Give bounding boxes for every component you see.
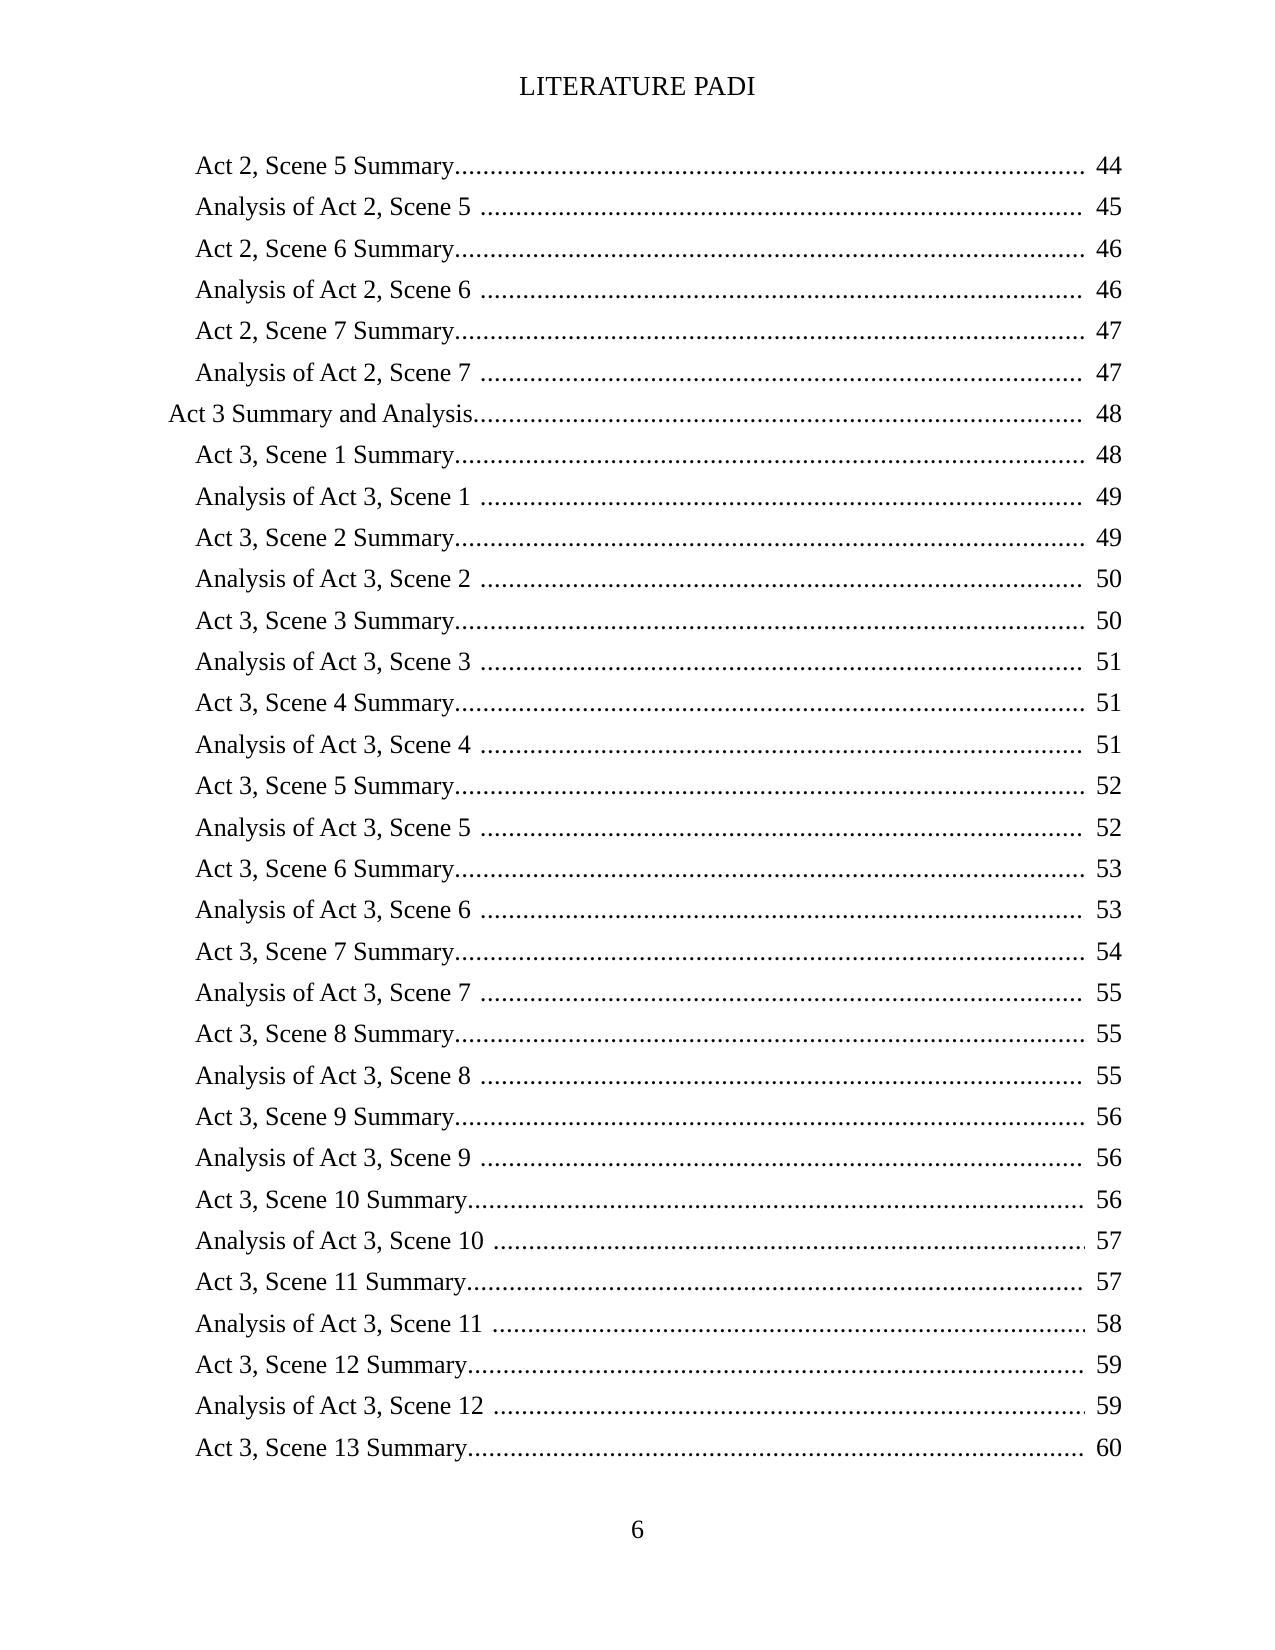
toc-dot-leader xyxy=(492,1303,1085,1344)
toc-entry-page: 56 xyxy=(1096,1184,1122,1214)
toc-entry xyxy=(0,600,1275,641)
toc-entry xyxy=(0,228,1275,269)
toc-entry-label: Analysis of Act 3, Scene 10 xyxy=(195,1225,484,1255)
toc-entry-label: Analysis of Act 3, Scene 2 xyxy=(195,564,471,594)
toc-entry xyxy=(0,1344,1275,1385)
toc-entry-label: Act 3, Scene 11 Summary xyxy=(195,1267,467,1297)
toc-entry xyxy=(0,186,1275,227)
toc-entry xyxy=(0,393,1275,434)
toc-entry xyxy=(0,1137,1275,1178)
toc-list xyxy=(0,145,1275,1468)
toc-entry-page: 50 xyxy=(1096,564,1122,594)
toc-entry-page: 57 xyxy=(1096,1225,1122,1255)
toc-entry-label: Act 3, Scene 6 Summary xyxy=(195,853,455,883)
toc-entry-page: 60 xyxy=(1096,1432,1122,1462)
toc-entry xyxy=(0,1261,1275,1302)
toc-entry xyxy=(0,145,1275,186)
toc-entry-label: Analysis of Act 3, Scene 5 xyxy=(195,812,471,842)
toc-entry-page: 49 xyxy=(1096,481,1122,511)
toc-dot-leader xyxy=(480,1055,1085,1096)
toc-entry-page: 56 xyxy=(1096,1143,1122,1173)
toc-entry-page: 50 xyxy=(1096,605,1122,635)
toc-entry xyxy=(0,1096,1275,1137)
toc-entry-label: Act 3, Scene 5 Summary xyxy=(195,771,455,801)
toc-entry xyxy=(0,807,1275,848)
toc-entry xyxy=(0,476,1275,517)
toc-entry-page: 56 xyxy=(1096,1101,1122,1131)
toc-dot-leader xyxy=(467,1427,1085,1468)
toc-entry-label: Act 3, Scene 3 Summary xyxy=(195,605,455,635)
toc-dot-leader xyxy=(454,1013,1085,1054)
toc-entry-page: 52 xyxy=(1096,812,1122,842)
toc-entry-label: Analysis of Act 3, Scene 6 xyxy=(195,895,471,925)
toc-entry-label: Analysis of Act 3, Scene 8 xyxy=(195,1060,471,1090)
toc-entry-page: 53 xyxy=(1096,853,1122,883)
toc-entry xyxy=(0,352,1275,393)
toc-dot-leader xyxy=(454,600,1085,641)
toc-dot-leader xyxy=(493,1220,1085,1261)
toc-dot-leader xyxy=(454,765,1085,806)
toc-entry-label: Analysis of Act 2, Scene 5 xyxy=(195,192,471,222)
toc-dot-leader xyxy=(480,186,1085,227)
toc-entry-label: Act 3, Scene 7 Summary xyxy=(195,936,455,966)
toc-entry-label: Analysis of Act 2, Scene 7 xyxy=(195,357,471,387)
toc-entry-label: Act 3, Scene 1 Summary xyxy=(195,440,455,470)
toc-entry xyxy=(0,1055,1275,1096)
toc-dot-leader xyxy=(454,517,1085,558)
toc-entry-label: Analysis of Act 2, Scene 6 xyxy=(195,275,471,305)
running-header: LITERATURE PADI xyxy=(519,71,756,101)
toc-dot-leader xyxy=(473,393,1085,434)
toc-entry xyxy=(0,641,1275,682)
toc-dot-leader xyxy=(480,889,1085,930)
toc-dot-leader xyxy=(480,724,1085,765)
toc-entry xyxy=(0,848,1275,889)
toc-entry xyxy=(0,558,1275,599)
toc-entry-label: Analysis of Act 3, Scene 9 xyxy=(195,1143,471,1173)
toc-entry-page: 58 xyxy=(1096,1308,1122,1338)
toc-entry-page: 46 xyxy=(1096,275,1122,305)
toc-entry-label: Act 3 Summary and Analysis xyxy=(168,399,473,429)
toc-dot-leader xyxy=(480,476,1085,517)
toc-entry-label: Analysis of Act 3, Scene 3 xyxy=(195,647,471,677)
toc-entry xyxy=(0,931,1275,972)
toc-entry-label: Analysis of Act 3, Scene 7 xyxy=(195,977,471,1007)
toc-entry-page: 47 xyxy=(1096,357,1122,387)
toc-entry-label: Analysis of Act 3, Scene 4 xyxy=(195,729,471,759)
toc-dot-leader xyxy=(467,1344,1085,1385)
toc-dot-leader xyxy=(454,434,1085,475)
toc-entry xyxy=(0,517,1275,558)
toc-entry-label: Analysis of Act 3, Scene 1 xyxy=(195,481,471,511)
toc-entry-page: 52 xyxy=(1096,771,1122,801)
toc-entry-page: 45 xyxy=(1096,192,1122,222)
toc-entry-label: Act 3, Scene 10 Summary xyxy=(195,1184,468,1214)
toc-dot-leader xyxy=(454,228,1085,269)
toc-entry-page: 55 xyxy=(1096,1019,1122,1049)
toc-dot-leader xyxy=(467,1179,1085,1220)
toc-entry-page: 49 xyxy=(1096,523,1122,553)
toc-entry-page: 44 xyxy=(1096,151,1122,180)
toc-dot-leader xyxy=(493,1385,1085,1426)
toc-entry-label: Act 2, Scene 5 Summary xyxy=(195,151,455,180)
toc-entry-page: 51 xyxy=(1096,688,1122,718)
toc-entry-label: Act 3, Scene 2 Summary xyxy=(195,523,455,553)
toc-entry xyxy=(0,889,1275,930)
toc-entry-label: Act 3, Scene 12 Summary xyxy=(195,1349,468,1379)
toc-entry xyxy=(0,1385,1275,1426)
toc-entry-label: Act 2, Scene 7 Summary xyxy=(195,316,455,346)
toc-entry-page: 46 xyxy=(1096,233,1122,263)
toc-entry xyxy=(0,724,1275,765)
toc-entry-page: 47 xyxy=(1096,316,1122,346)
toc-entry xyxy=(0,1220,1275,1261)
toc-dot-leader xyxy=(480,1137,1085,1178)
toc-entry-label: Act 3, Scene 4 Summary xyxy=(195,688,455,718)
toc-dot-leader xyxy=(454,1096,1085,1137)
toc-entry xyxy=(0,765,1275,806)
toc-entry-label: Act 3, Scene 8 Summary xyxy=(195,1019,455,1049)
toc-dot-leader xyxy=(480,269,1085,310)
toc-dot-leader xyxy=(480,641,1085,682)
toc-entry-label: Act 3, Scene 13 Summary xyxy=(195,1432,468,1462)
toc-dot-leader xyxy=(454,310,1085,351)
toc-entry-page: 48 xyxy=(1096,399,1122,429)
toc-dot-leader xyxy=(480,807,1085,848)
toc-entry-page: 59 xyxy=(1096,1349,1122,1379)
toc-entry-page: 59 xyxy=(1096,1391,1122,1421)
toc-dot-leader xyxy=(480,972,1085,1013)
toc-entry xyxy=(0,1013,1275,1054)
toc-entry-label: Act 2, Scene 6 Summary xyxy=(195,233,455,263)
toc-dot-leader xyxy=(454,931,1085,972)
toc-entry xyxy=(0,972,1275,1013)
toc-entry xyxy=(0,1179,1275,1220)
toc-entry xyxy=(0,434,1275,475)
toc-dot-leader xyxy=(454,145,1085,186)
toc-dot-leader xyxy=(466,1261,1085,1302)
toc-entry xyxy=(0,1303,1275,1344)
toc-entry-label: Analysis of Act 3, Scene 11 xyxy=(195,1308,483,1338)
page-number-footer: 6 xyxy=(631,1515,644,1544)
toc-dot-leader xyxy=(454,848,1085,889)
toc-dot-leader xyxy=(454,682,1085,723)
toc-entry-page: 55 xyxy=(1096,1060,1122,1090)
toc-entry-page: 51 xyxy=(1096,647,1122,677)
toc-entry-label: Act 3, Scene 9 Summary xyxy=(195,1101,455,1131)
toc-entry-page: 48 xyxy=(1096,440,1122,470)
toc-entry-label: Analysis of Act 3, Scene 12 xyxy=(195,1391,484,1421)
toc-entry-page: 54 xyxy=(1096,936,1122,966)
toc-entry xyxy=(0,310,1275,351)
toc-entry-page: 51 xyxy=(1096,729,1122,759)
toc-entry xyxy=(0,682,1275,723)
toc-entry-page: 55 xyxy=(1096,977,1122,1007)
toc-entry xyxy=(0,1427,1275,1468)
toc-dot-leader xyxy=(480,352,1085,393)
toc-entry xyxy=(0,269,1275,310)
toc-entry-page: 53 xyxy=(1096,895,1122,925)
toc-dot-leader xyxy=(480,558,1085,599)
toc-entry-page: 57 xyxy=(1096,1267,1122,1297)
